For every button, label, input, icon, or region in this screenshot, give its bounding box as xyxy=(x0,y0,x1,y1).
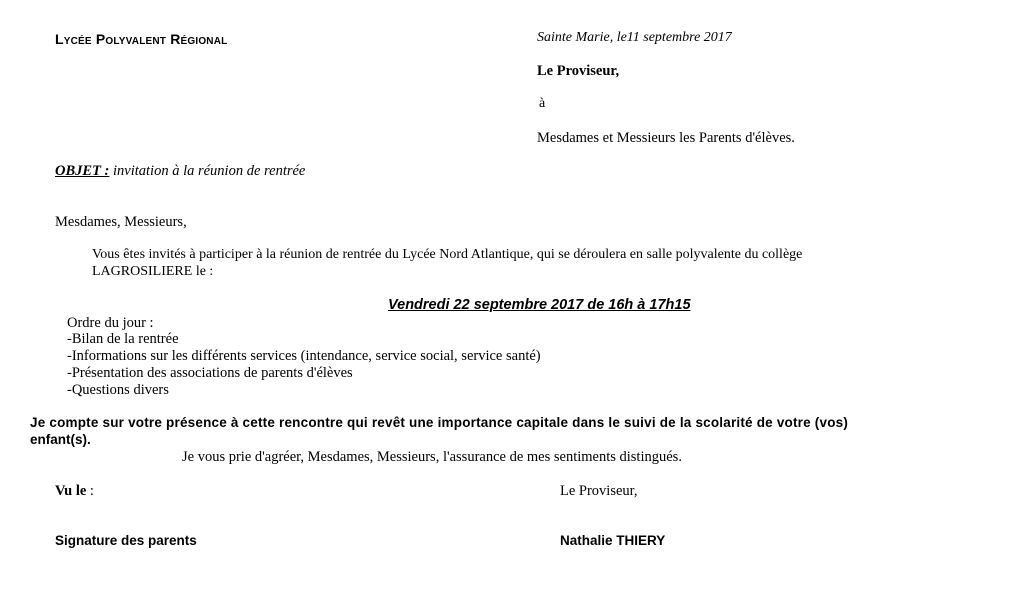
seen-label: Vu le xyxy=(55,483,87,499)
place-date: Sainte Marie, le11 septembre 2017 xyxy=(537,30,732,45)
principal-name: Nathalie THIERY xyxy=(560,533,666,548)
agenda-item: -Informations sur les différents services (intendance, service social, service santé) xyxy=(67,348,541,364)
agenda-item: -Présentation des associations de parents d'élèves xyxy=(67,365,353,381)
salutation: Mesdames, Messieurs, xyxy=(55,214,187,230)
emphasis-line-2: enfant(s). xyxy=(30,432,91,447)
intro-line-2: LAGROSILIERE le : xyxy=(92,264,214,279)
to-word: à xyxy=(539,96,546,111)
school-name: Lycée Polyvalent Régional xyxy=(55,31,228,47)
subject-label: OBJET : xyxy=(55,163,110,179)
agenda-title: Ordre du jour : xyxy=(67,315,154,331)
emphasis-line-1: Je compte sur votre présence à cette rencontre qui revêt une importance capitale dans le suivi de la scolarité de votre (vos) xyxy=(30,415,849,430)
parents-signature: Signature des parents xyxy=(55,533,197,548)
seen-suffix: : xyxy=(89,483,94,499)
subject-line xyxy=(55,164,305,179)
sender-title: Le Proviseur, xyxy=(537,63,620,79)
recipients: Mesdames et Messieurs les Parents d'élèves. xyxy=(537,130,795,146)
agenda-item: -Questions divers xyxy=(67,382,169,398)
closing-formula: Je vous prie d'agréer, Mesdames, Messieurs, l'assurance de mes sentiments distingués. xyxy=(182,449,682,465)
intro-line-1: Vous êtes invités à participer à la réunion de rentrée du Lycée Nord Atlantique, qui se déroulera en salle polyvalente du collège xyxy=(92,247,803,262)
signature-sender: Le Proviseur, xyxy=(560,483,638,499)
subject-text: invitation à la réunion de rentrée xyxy=(113,163,306,179)
agenda-item: -Bilan de la rentrée xyxy=(67,331,179,347)
meeting-date: Vendredi 22 septembre 2017 de 16h à 17h15 xyxy=(388,297,691,313)
seen-on-line xyxy=(55,484,94,499)
